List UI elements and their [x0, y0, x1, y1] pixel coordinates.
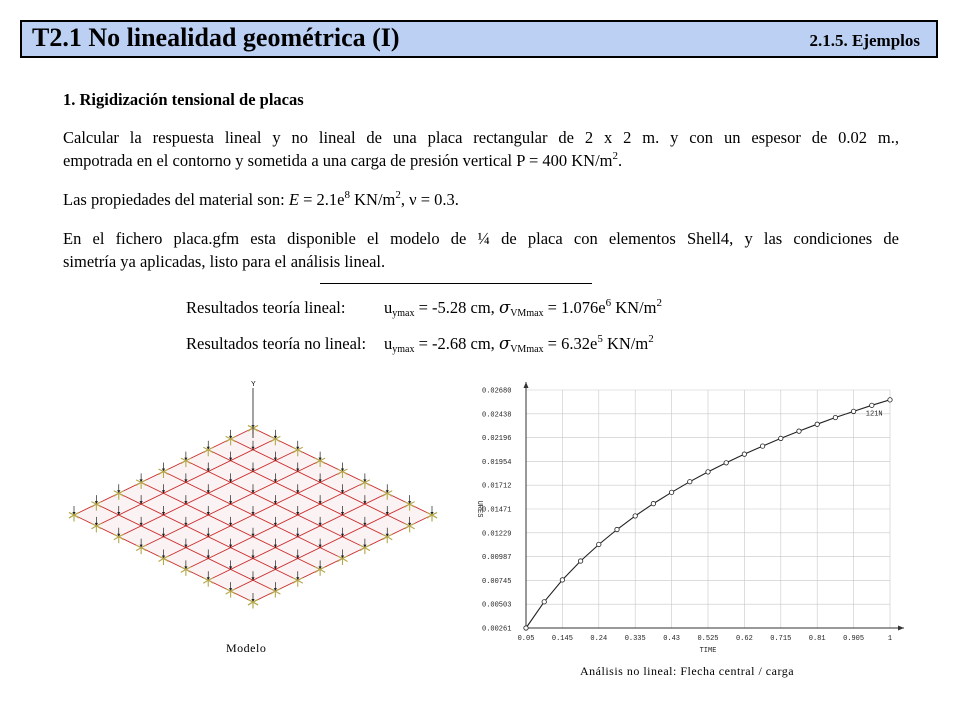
data-point: [633, 514, 637, 518]
section-heading: 1. Rigidización tensional de placas: [63, 90, 304, 109]
y-tick-label: 0.01712: [482, 482, 512, 491]
x-tick-label: 1: [887, 635, 893, 643]
y-axis-arrow: [524, 382, 529, 388]
stress-symbol: σ: [498, 298, 511, 317]
paragraph-3-line-1: En el fichero placa.gfm esta disponible el modelo de ¼ de placa con elementos Shell4, y las condiciones de: [63, 229, 899, 248]
x-axis-label: TIME: [699, 647, 717, 655]
paragraph-1-end: .: [618, 151, 623, 170]
stress-unit-exponent: 2: [648, 333, 654, 345]
poisson-value: , ν = 0.3.: [400, 190, 459, 209]
title-bar: [20, 20, 938, 58]
x-tick-label: 0.62: [735, 635, 753, 643]
data-point: [615, 527, 619, 531]
y-axis-label: URES: [475, 500, 483, 518]
paragraph-1-line-1: Calcular la respuesta lineal y no lineal de una placa rectangular de 2 x 2 m. y con un espesor de 0.02 m.,: [63, 128, 899, 147]
data-point: [888, 398, 892, 402]
disp-symbol: u: [384, 298, 393, 317]
chart-caption: Análisis no lineal: Flecha central / carga: [580, 664, 795, 678]
paragraph-1-line-2: [63, 149, 622, 172]
y-tick-label: 0.01954: [482, 458, 512, 467]
disp-subscript: ymax: [392, 344, 415, 355]
stress-exponent: 5: [597, 333, 603, 345]
data-point: [742, 452, 746, 456]
x-tick-label: 0.43: [663, 635, 681, 643]
stress-unit: KN/m: [602, 334, 649, 353]
data-point: [797, 429, 801, 433]
disp-symbol: u: [384, 334, 393, 353]
data-point: [724, 461, 728, 465]
y-tick-labels: [482, 388, 511, 634]
data-point: [688, 479, 692, 483]
result-nonlinear-values: [384, 334, 654, 354]
x-tick-label: 0.145: [551, 635, 573, 643]
data-point: [669, 490, 673, 494]
disp-subscript: ymax: [392, 308, 415, 319]
result-linear: [186, 297, 662, 319]
chart-axes: [524, 382, 905, 631]
young-unit-exponent: 2: [395, 189, 401, 201]
stress-subscript: VMmax: [510, 344, 544, 355]
y-tick-label: 0.00745: [482, 577, 512, 586]
stress-subscript: VMmax: [510, 308, 544, 319]
x-tick-label: 0.81: [808, 635, 826, 643]
stress-unit-exponent: 2: [656, 297, 662, 309]
stress-exponent: 6: [605, 297, 612, 309]
stress-symbol: σ: [498, 334, 511, 353]
result-nonlinear: [186, 333, 654, 355]
y-tick-label: 0.01229: [482, 530, 512, 539]
data-point: [706, 470, 710, 474]
y-tick-label: 0.01471: [482, 506, 512, 515]
young-value: = 2.1e: [298, 190, 345, 209]
stress-value: = 6.32e: [543, 334, 598, 353]
model-caption: Modelo: [226, 641, 267, 655]
data-point: [815, 422, 819, 426]
x-axis-arrow: [898, 626, 904, 631]
data-point: [779, 436, 783, 440]
slide-title: T2.1 No linealidad geométrica (I): [32, 23, 400, 52]
disp-value: = -2.68 cm,: [414, 334, 499, 353]
x-tick-label: 0.525: [697, 635, 719, 643]
data-point: [524, 626, 528, 630]
y-tick-label: 0.00503: [482, 601, 512, 610]
slide-section: 2.1.5. Ejemplos: [809, 31, 920, 50]
young-exponent: 8: [344, 189, 350, 201]
paragraph-2: [63, 188, 459, 211]
fe-mesh: [69, 419, 437, 609]
data-point: [597, 542, 601, 546]
x-tick-labels: [518, 635, 893, 643]
paragraph-1-text: empotrada en el contorno y sometida a una carga de presión vertical P = 400 KN/m: [63, 151, 613, 170]
properties-label: Las propiedades del material son:: [63, 190, 289, 209]
young-unit: KN/m: [350, 190, 396, 209]
unit-exponent: 2: [612, 150, 619, 162]
data-point: [578, 559, 582, 563]
y-tick-label: 0.02680: [482, 387, 512, 396]
stress-value: = 1.076e: [543, 298, 606, 317]
result-linear-values: [384, 298, 662, 318]
data-point: [542, 600, 546, 604]
x-tick-label: 0.905: [843, 635, 865, 643]
paragraph-3-line-2: simetría ya aplicadas, listo para el análisis lineal.: [63, 252, 386, 271]
result-linear-label: Resultados teoría lineal:: [186, 298, 346, 317]
x-tick-label: 0.05: [517, 635, 535, 643]
data-point: [651, 501, 655, 505]
data-point: [833, 415, 837, 419]
result-nonlinear-label: Resultados teoría no lineal:: [186, 334, 367, 353]
disp-value: = -5.28 cm,: [414, 298, 499, 317]
model-axis-label: Y: [251, 381, 256, 388]
x-tick-label: 0.715: [770, 635, 792, 643]
data-point: [870, 403, 874, 407]
chart-grid: [526, 390, 890, 628]
divider-line: [320, 283, 592, 284]
x-tick-label: 0.24: [590, 635, 608, 643]
stress-unit: KN/m: [611, 298, 657, 317]
data-point: [760, 444, 764, 448]
load-deflection-chart: [462, 378, 922, 658]
young-symbol: E: [288, 190, 299, 209]
fe-model-figure: [60, 378, 450, 640]
y-tick-label: 0.02196: [482, 435, 512, 444]
y-tick-label: 0.00261: [482, 625, 512, 634]
data-point: [851, 409, 855, 413]
x-tick-label: 0.335: [624, 635, 646, 643]
series-label: 121N: [865, 410, 883, 419]
data-point: [560, 578, 564, 582]
y-tick-label: 0.02438: [482, 411, 512, 420]
y-tick-label: 0.00987: [482, 554, 512, 563]
